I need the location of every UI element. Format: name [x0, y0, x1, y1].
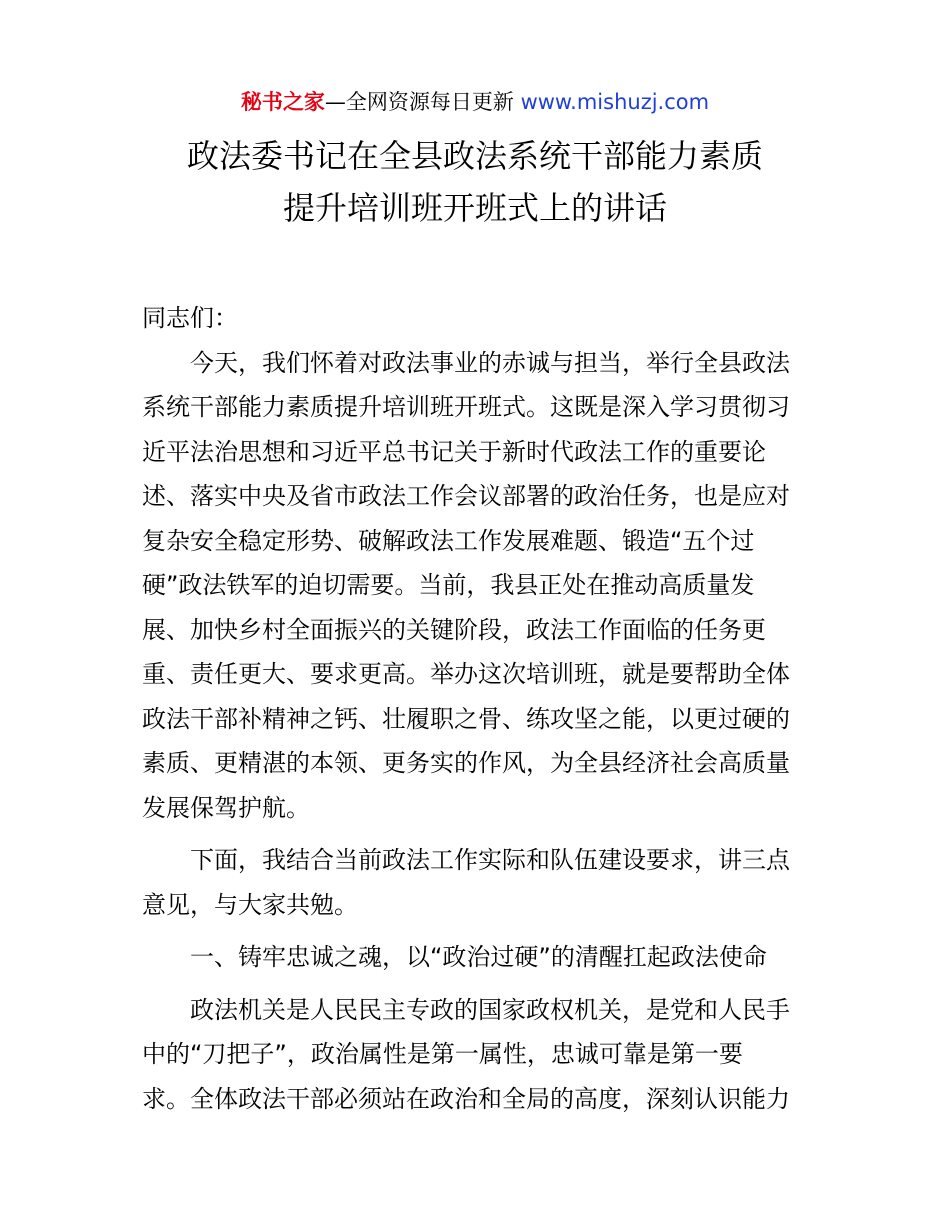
paragraph-gap: [142, 830, 812, 838]
text-line: 述、落实中央及省市政法工作会议部署的政治任务，也是应对: [142, 482, 790, 510]
paragraph-1: [142, 341, 812, 831]
paragraph-3: [142, 988, 812, 1122]
text-line: 今天，我们怀着对政法事业的赤诚与担当，举行全县政法: [190, 348, 790, 377]
title-line: 提升培训班开班式上的讲话: [282, 189, 667, 227]
text-line: 政法机关是人民民主专政的国家政权机关，是党和人民手: [190, 995, 790, 1024]
text-line: 近平法治思想和习近平总书记关于新时代政法工作的重要论: [142, 437, 766, 466]
text-line: 系统干部能力素质提升培训班开班式。这既是深入学习贯彻习: [142, 393, 790, 421]
document-title: [0, 130, 950, 234]
brand-name: 秘书之家: [240, 90, 325, 114]
document-body: [142, 296, 812, 1121]
salutation: 同志们：: [142, 304, 238, 332]
site-url-link[interactable]: www.mishuzj.com: [520, 90, 710, 114]
text-line: 中的“刀把子”，政治属性是第一属性，忠诚可靠是第一要: [142, 1040, 743, 1068]
header-tagline: —全网资源每日更新: [324, 90, 521, 114]
title-line: 政法委书记在全县政法系统干部能力素质: [186, 137, 763, 175]
text-line: 素质、更精湛的本领、更务实的作风，为全县经济社会高质量: [142, 749, 790, 777]
section-heading-1: 一、铸牢忠诚之魂，以“政治过硬”的清醒扛起政法使命: [190, 943, 767, 971]
paragraph-2: [142, 838, 812, 927]
text-line: 展、加快乡村全面振兴的关键阶段，政法工作面临的任务更: [142, 615, 766, 644]
paragraph-gap: [142, 980, 812, 988]
text-line: 意见，与大家共勉。: [142, 890, 358, 919]
text-line: 下面，我结合当前政法工作实际和队伍建设要求，讲三点: [190, 846, 790, 874]
text-line: 发展保驾护航。: [142, 793, 310, 822]
site-header: [0, 88, 950, 116]
text-line: 重、责任更大、要求更高。举办这次培训班，就是要帮助全体: [142, 660, 790, 688]
paragraph-gap: [142, 927, 812, 935]
text-line: 政法干部补精神之钙、壮履职之骨、练攻坚之能，以更过硬的: [142, 704, 790, 733]
text-line: 复杂安全稳定形势、破解政法工作发展难题、锻造“五个过: [142, 526, 755, 555]
text-line: 求。全体政法干部必须站在政治和全局的高度，深刻认识能力: [142, 1084, 790, 1113]
text-line: 硬”政法铁军的迫切需要。当前，我县正处在推动高质量发: [142, 571, 755, 599]
